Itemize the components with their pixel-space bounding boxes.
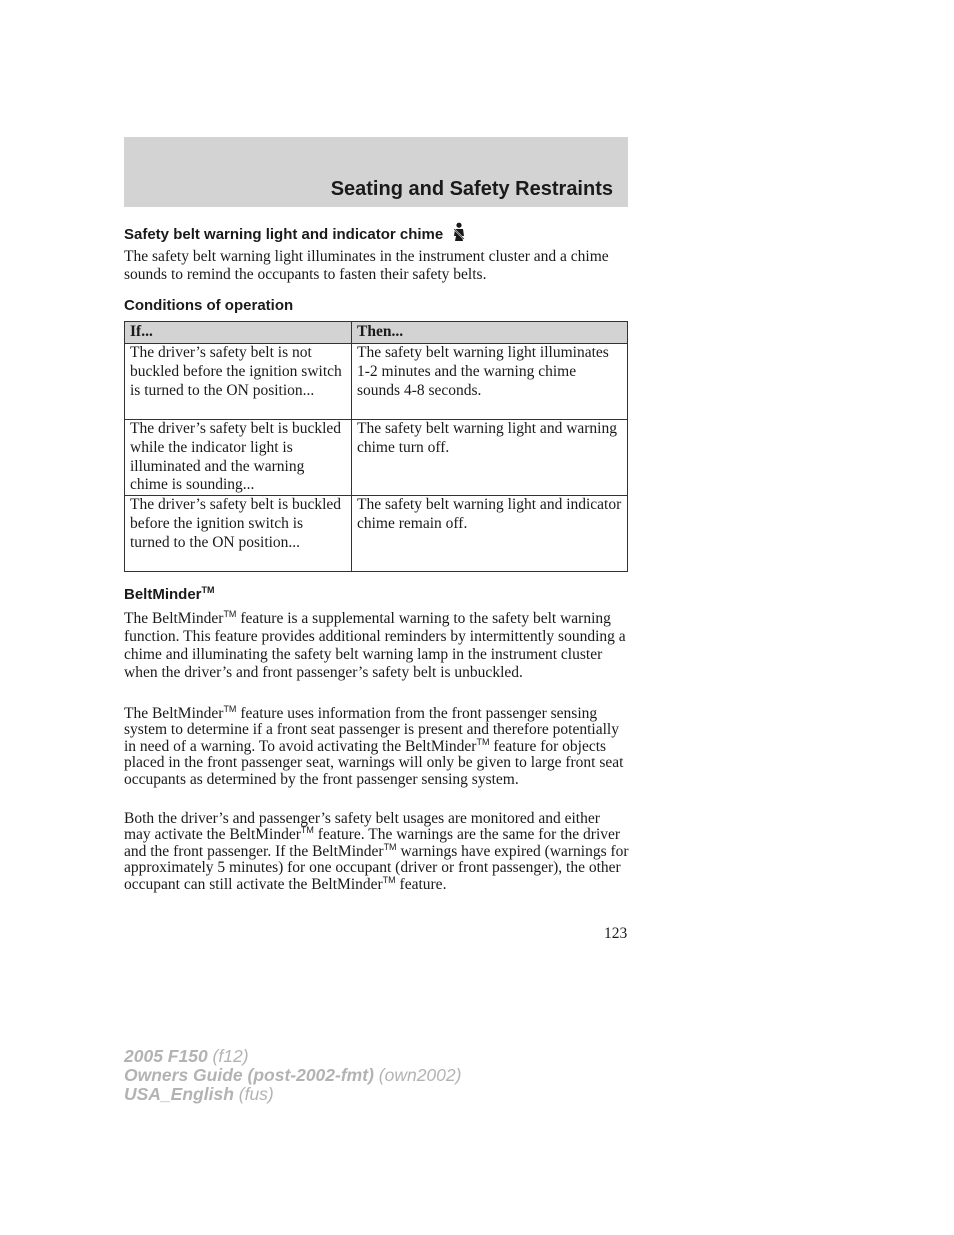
footer-guide: Owners Guide (post-2002-fmt) (124, 1065, 374, 1085)
section-heading-beltminder (124, 586, 215, 603)
text-run: feature for objects placed in the front passenger seat, warnings will only be given to large front seat occupants as determined by the front passenger sensing system. (124, 737, 624, 788)
footer-model-code: (f12) (207, 1046, 249, 1066)
header-band (124, 137, 628, 207)
text-run: feature is a supplemental warning to the safety belt warning function. This feature provides additional reminders by intermittently sounding a chime and illuminating the safety belt warning lamp in the instrument cluster when the driver’s and front passenger’s safety belt is unbuckled. (124, 610, 626, 681)
page-title: Seating and Safety Restraints (330, 178, 613, 200)
trademark-mark: TM (383, 841, 397, 852)
table-cell-then: The safety belt warning light and indicator chime remain off. (352, 496, 628, 572)
text-run: The BeltMinder (124, 610, 224, 627)
table-cell-if: The driver’s safety belt is buckled before the ignition switch is turned to the ON position... (125, 496, 352, 572)
table-cell-then: The safety belt warning light and warning chime turn off. (352, 420, 628, 496)
footer-guide-code: (own2002) (373, 1065, 462, 1085)
footer-model: 2005 F150 (124, 1046, 208, 1066)
trademark-mark: TM (300, 825, 314, 836)
trademark-mark: TM (382, 874, 396, 885)
beltminder-heading-text: BeltMinder (124, 586, 202, 603)
footer-line-1 (124, 1047, 461, 1066)
table-header-row (125, 322, 628, 344)
beltminder-paragraph-2 (124, 703, 629, 788)
text-run: feature. The warnings are the same for the driver and the front passenger. If the BeltMinder (124, 826, 621, 860)
text-run: The BeltMinder (124, 705, 224, 722)
footer-line-2 (124, 1066, 461, 1085)
text-run: feature. (395, 875, 447, 893)
text-run: warnings have expired (warnings for approximately 5 minutes) for one occupant (driver or front passenger), the other occupant can still activate the BeltMinder (124, 842, 629, 893)
table-cell-if: The driver’s safety belt is buckled while the indicator light is illuminated and the warning chime is sounding... (125, 420, 352, 496)
conditions-table (124, 321, 628, 572)
beltminder-paragraph-3 (124, 811, 629, 893)
text-run: feature uses information from the front passenger sensing system to determine if a front seat passenger is present and therefore potentially in need of a warning. To avoid activating the BeltMinder (124, 705, 619, 755)
table-row (125, 344, 628, 420)
table-cell-then: The safety belt warning light illuminates 1-2 minutes and the warning chime sounds 4-8 seconds. (352, 344, 628, 420)
table-header-if: If... (125, 322, 352, 344)
trademark-mark: TM (223, 608, 237, 619)
section-heading-conditions: Conditions of operation (124, 297, 294, 314)
trademark-mark: TM (201, 585, 215, 595)
section-heading-warning-light (124, 222, 467, 246)
warning-light-paragraph: The safety belt warning light illuminates in the instrument cluster and a chime sounds to remind the occupants to fasten their safety belts. (124, 248, 609, 283)
document-footer (124, 1047, 461, 1104)
footer-line-3 (124, 1085, 461, 1104)
text-run: Both the driver’s and passenger’s safety belt usages are monitored and either may activate the BeltMinder (124, 810, 600, 844)
table-cell-if: The driver’s safety belt is not buckled before the ignition switch is turned to the ON position... (125, 344, 352, 420)
page-number: 123 (604, 925, 628, 942)
footer-language-code: (fus) (233, 1084, 274, 1104)
table-header-then: Then... (352, 322, 628, 344)
trademark-mark: TM (223, 703, 237, 714)
section-heading-text: Safety belt warning light and indicator chime (124, 226, 444, 243)
table-row (125, 496, 628, 572)
footer-language: USA_English (124, 1084, 234, 1104)
trademark-mark: TM (476, 736, 490, 747)
seatbelt-icon (451, 222, 467, 246)
beltminder-paragraph-1 (124, 610, 629, 682)
table-row (125, 420, 628, 496)
